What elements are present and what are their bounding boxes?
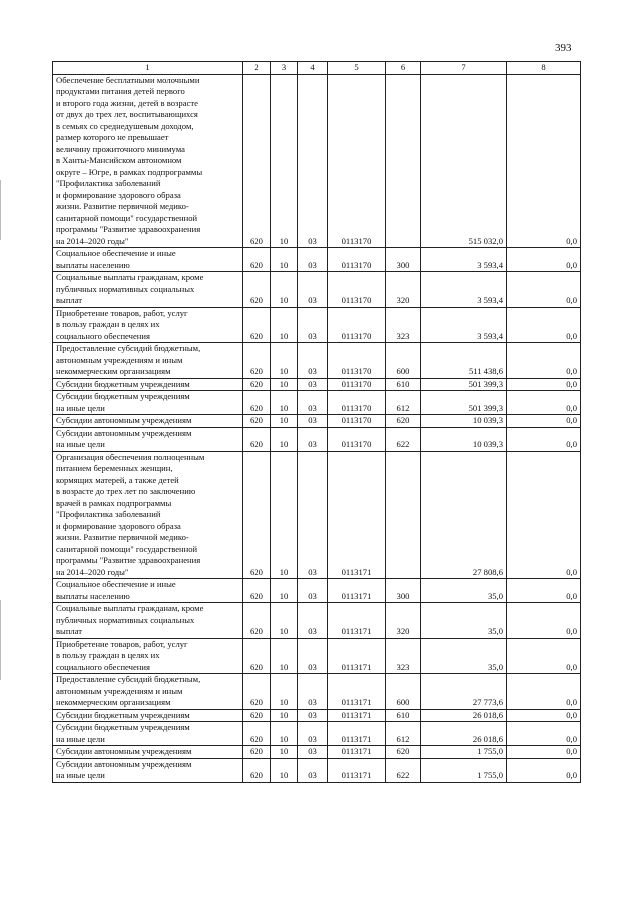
code-admin-cell: 620 bbox=[243, 74, 271, 248]
section-cell: 10 bbox=[271, 343, 298, 379]
table-row bbox=[53, 709, 581, 722]
row-name-cell: Приобретение товаров, работ, услуг в пользу граждан в целях их социального обеспечения bbox=[53, 638, 243, 674]
table-row bbox=[53, 603, 581, 639]
amount-cell-col8: 0,0 bbox=[507, 307, 581, 343]
amount-cell: 3 593,4 bbox=[421, 248, 507, 272]
subsection-cell: 03 bbox=[298, 74, 328, 248]
amount-cell: 515 032,0 bbox=[421, 74, 507, 248]
budget-table bbox=[52, 61, 581, 783]
code-admin-cell: 620 bbox=[243, 722, 271, 746]
section-cell: 10 bbox=[271, 709, 298, 722]
target-article-cell: 0113171 bbox=[328, 451, 386, 579]
subsection-cell: 03 bbox=[298, 391, 328, 415]
amount-cell-col8: 0,0 bbox=[507, 603, 581, 639]
expense-type-cell bbox=[386, 74, 421, 248]
section-cell: 10 bbox=[271, 638, 298, 674]
subsection-cell: 03 bbox=[298, 343, 328, 379]
amount-cell: 3 593,4 bbox=[421, 307, 507, 343]
target-article-cell: 0113170 bbox=[328, 378, 386, 391]
row-name-cell: Социальное обеспечение и иные выплаты населению bbox=[53, 579, 243, 603]
section-cell: 10 bbox=[271, 674, 298, 710]
table-row bbox=[53, 427, 581, 451]
amount-cell-col8: 0,0 bbox=[507, 746, 581, 759]
target-article-cell: 0113170 bbox=[328, 74, 386, 248]
subsection-cell: 03 bbox=[298, 709, 328, 722]
amount-cell-col8: 0,0 bbox=[507, 579, 581, 603]
row-name-cell: Субсидии бюджетным учреждениям на иные цели bbox=[53, 391, 243, 415]
expense-type-cell: 622 bbox=[386, 427, 421, 451]
table-row bbox=[53, 746, 581, 759]
subsection-cell: 03 bbox=[298, 746, 328, 759]
expense-type-cell: 622 bbox=[386, 758, 421, 782]
amount-cell-col8: 0,0 bbox=[507, 343, 581, 379]
row-name-cell: Субсидии бюджетным учреждениям bbox=[53, 378, 243, 391]
subsection-cell: 03 bbox=[298, 378, 328, 391]
header-row bbox=[53, 62, 581, 75]
subsection-cell: 03 bbox=[298, 427, 328, 451]
amount-cell: 3 593,4 bbox=[421, 272, 507, 308]
code-admin-cell: 620 bbox=[243, 603, 271, 639]
expense-type-cell: 323 bbox=[386, 307, 421, 343]
amount-cell-col8: 0,0 bbox=[507, 74, 581, 248]
column-header: 8 bbox=[507, 62, 581, 75]
target-article-cell: 0113171 bbox=[328, 709, 386, 722]
subsection-cell: 03 bbox=[298, 579, 328, 603]
expense-type-cell: 600 bbox=[386, 343, 421, 379]
row-name-cell: Субсидии автономным учреждениям на иные цели bbox=[53, 427, 243, 451]
table-row bbox=[53, 638, 581, 674]
subsection-cell: 03 bbox=[298, 674, 328, 710]
expense-type-cell: 620 bbox=[386, 746, 421, 759]
target-article-cell: 0113170 bbox=[328, 427, 386, 451]
section-cell: 10 bbox=[271, 427, 298, 451]
target-article-cell: 0113171 bbox=[328, 579, 386, 603]
code-admin-cell: 620 bbox=[243, 579, 271, 603]
target-article-cell: 0113170 bbox=[328, 415, 386, 428]
expense-type-cell: 600 bbox=[386, 674, 421, 710]
section-cell: 10 bbox=[271, 746, 298, 759]
code-admin-cell: 620 bbox=[243, 378, 271, 391]
code-admin-cell: 620 bbox=[243, 415, 271, 428]
expense-type-cell: 320 bbox=[386, 272, 421, 308]
table-row bbox=[53, 674, 581, 710]
row-name-cell: Субсидии автономным учреждениям на иные цели bbox=[53, 758, 243, 782]
table-row bbox=[53, 415, 581, 428]
section-cell: 10 bbox=[271, 603, 298, 639]
amount-cell: 10 039,3 bbox=[421, 427, 507, 451]
amount-cell: 1 755,0 bbox=[421, 746, 507, 759]
target-article-cell: 0113171 bbox=[328, 638, 386, 674]
section-cell: 10 bbox=[271, 391, 298, 415]
row-name-cell: Социальные выплаты гражданам, кроме публичных нормативных социальных выплат bbox=[53, 603, 243, 639]
expense-type-cell: 323 bbox=[386, 638, 421, 674]
expense-type-cell: 612 bbox=[386, 722, 421, 746]
subsection-cell: 03 bbox=[298, 638, 328, 674]
target-article-cell: 0113170 bbox=[328, 272, 386, 308]
target-article-cell: 0113171 bbox=[328, 674, 386, 710]
table-row bbox=[53, 307, 581, 343]
amount-cell: 35,0 bbox=[421, 603, 507, 639]
section-cell: 10 bbox=[271, 272, 298, 308]
amount-cell: 27 773,6 bbox=[421, 674, 507, 710]
amount-cell: 501 399,3 bbox=[421, 391, 507, 415]
table-row bbox=[53, 391, 581, 415]
code-admin-cell: 620 bbox=[243, 427, 271, 451]
code-admin-cell: 620 bbox=[243, 709, 271, 722]
amount-cell-col8: 0,0 bbox=[507, 272, 581, 308]
expense-type-cell: 620 bbox=[386, 415, 421, 428]
column-header: 7 bbox=[421, 62, 507, 75]
target-article-cell: 0113171 bbox=[328, 746, 386, 759]
row-name-cell: Приобретение товаров, работ, услуг в пользу граждан в целях их социального обеспечения bbox=[53, 307, 243, 343]
amount-cell: 1 755,0 bbox=[421, 758, 507, 782]
column-header: 5 bbox=[328, 62, 386, 75]
section-cell: 10 bbox=[271, 74, 298, 248]
table-row bbox=[53, 248, 581, 272]
expense-type-cell bbox=[386, 451, 421, 579]
page-number: 393 bbox=[555, 42, 572, 54]
section-cell: 10 bbox=[271, 722, 298, 746]
section-cell: 10 bbox=[271, 415, 298, 428]
amount-cell-col8: 0,0 bbox=[507, 451, 581, 579]
amount-cell-col8: 0,0 bbox=[507, 248, 581, 272]
row-name-cell: Субсидии бюджетным учреждениям на иные цели bbox=[53, 722, 243, 746]
row-name-cell: Предоставление субсидий бюджетным, автономным учреждениям и иным некоммерческим организациям bbox=[53, 343, 243, 379]
column-header: 3 bbox=[271, 62, 298, 75]
amount-cell: 26 018,6 bbox=[421, 722, 507, 746]
target-article-cell: 0113170 bbox=[328, 248, 386, 272]
row-name-cell: Субсидии автономным учреждениям bbox=[53, 415, 243, 428]
amount-cell: 10 039,3 bbox=[421, 415, 507, 428]
row-name-cell: Организация обеспечения полноценным питанием беременных женщин, кормящих матерей, а также детей в возрасте до трех лет по заключению врачей в рамках подпрограммы "Профилактика заболеваний и формирование здорового образа жизни. Развитие первичной медико- санитарной помощи" государственной программы "Развитие здравоохранения на 2014–2020 годы" bbox=[53, 451, 243, 579]
subsection-cell: 03 bbox=[298, 415, 328, 428]
subsection-cell: 03 bbox=[298, 307, 328, 343]
amount-cell-col8: 0,0 bbox=[507, 674, 581, 710]
amount-cell-col8: 0,0 bbox=[507, 427, 581, 451]
table-row bbox=[53, 579, 581, 603]
amount-cell: 501 399,3 bbox=[421, 378, 507, 391]
amount-cell: 27 808,6 bbox=[421, 451, 507, 579]
row-name-cell: Предоставление субсидий бюджетным, автономным учреждениям и иным некоммерческим организациям bbox=[53, 674, 243, 710]
subsection-cell: 03 bbox=[298, 451, 328, 579]
amount-cell-col8: 0,0 bbox=[507, 391, 581, 415]
column-header: 2 bbox=[243, 62, 271, 75]
code-admin-cell: 620 bbox=[243, 638, 271, 674]
expense-type-cell: 320 bbox=[386, 603, 421, 639]
target-article-cell: 0113170 bbox=[328, 307, 386, 343]
code-admin-cell: 620 bbox=[243, 248, 271, 272]
subsection-cell: 03 bbox=[298, 722, 328, 746]
amount-cell-col8: 0,0 bbox=[507, 722, 581, 746]
amount-cell: 35,0 bbox=[421, 638, 507, 674]
amount-cell: 35,0 bbox=[421, 579, 507, 603]
row-name-cell: Обеспечение бесплатными молочными продуктами питания детей первого и второго года жизни, детей в возрасте от двух до трех лет, воспитывающихся в семьях со среднедушевым доходом, размер которого не превышает величину прожиточного минимума в Ханты-Мансийском автономном округе – Югре, в рамках подпрограммы "Профилактика заболеваний и формирование здорового образа жизни. Развитие первичной медико- санитарной помощи" государственной программы "Развитие здравоохранения на 2014–2020 годы" bbox=[53, 74, 243, 248]
table-row bbox=[53, 272, 581, 308]
row-name-cell: Субсидии бюджетным учреждениям bbox=[53, 709, 243, 722]
expense-type-cell: 612 bbox=[386, 391, 421, 415]
code-admin-cell: 620 bbox=[243, 758, 271, 782]
target-article-cell: 0113170 bbox=[328, 343, 386, 379]
subsection-cell: 03 bbox=[298, 603, 328, 639]
code-admin-cell: 620 bbox=[243, 746, 271, 759]
target-article-cell: 0113171 bbox=[328, 722, 386, 746]
expense-type-cell: 300 bbox=[386, 248, 421, 272]
section-cell: 10 bbox=[271, 758, 298, 782]
amount-cell-col8: 0,0 bbox=[507, 758, 581, 782]
table-row bbox=[53, 451, 581, 579]
scan-edge-line bbox=[0, 600, 1, 680]
target-article-cell: 0113171 bbox=[328, 758, 386, 782]
row-name-cell: Субсидии автономным учреждениям bbox=[53, 746, 243, 759]
column-header: 4 bbox=[298, 62, 328, 75]
expense-type-cell: 300 bbox=[386, 579, 421, 603]
target-article-cell: 0113171 bbox=[328, 603, 386, 639]
amount-cell-col8: 0,0 bbox=[507, 378, 581, 391]
amount-cell-col8: 0,0 bbox=[507, 638, 581, 674]
section-cell: 10 bbox=[271, 579, 298, 603]
table-row bbox=[53, 378, 581, 391]
code-admin-cell: 620 bbox=[243, 307, 271, 343]
subsection-cell: 03 bbox=[298, 758, 328, 782]
section-cell: 10 bbox=[271, 248, 298, 272]
amount-cell: 26 018,6 bbox=[421, 709, 507, 722]
code-admin-cell: 620 bbox=[243, 391, 271, 415]
table-row bbox=[53, 758, 581, 782]
column-header: 1 bbox=[53, 62, 243, 75]
section-cell: 10 bbox=[271, 451, 298, 579]
section-cell: 10 bbox=[271, 307, 298, 343]
table-body bbox=[53, 74, 581, 782]
section-cell: 10 bbox=[271, 378, 298, 391]
code-admin-cell: 620 bbox=[243, 272, 271, 308]
scan-edge-line bbox=[0, 180, 1, 240]
subsection-cell: 03 bbox=[298, 272, 328, 308]
code-admin-cell: 620 bbox=[243, 343, 271, 379]
expense-type-cell: 610 bbox=[386, 709, 421, 722]
table-row bbox=[53, 343, 581, 379]
table-row bbox=[53, 74, 581, 248]
column-header: 6 bbox=[386, 62, 421, 75]
target-article-cell: 0113170 bbox=[328, 391, 386, 415]
expense-type-cell: 610 bbox=[386, 378, 421, 391]
amount-cell-col8: 0,0 bbox=[507, 415, 581, 428]
amount-cell-col8: 0,0 bbox=[507, 709, 581, 722]
row-name-cell: Социальное обеспечение и иные выплаты населению bbox=[53, 248, 243, 272]
code-admin-cell: 620 bbox=[243, 451, 271, 579]
row-name-cell: Социальные выплаты гражданам, кроме публичных нормативных социальных выплат bbox=[53, 272, 243, 308]
table-row bbox=[53, 722, 581, 746]
amount-cell: 511 438,6 bbox=[421, 343, 507, 379]
subsection-cell: 03 bbox=[298, 248, 328, 272]
code-admin-cell: 620 bbox=[243, 674, 271, 710]
